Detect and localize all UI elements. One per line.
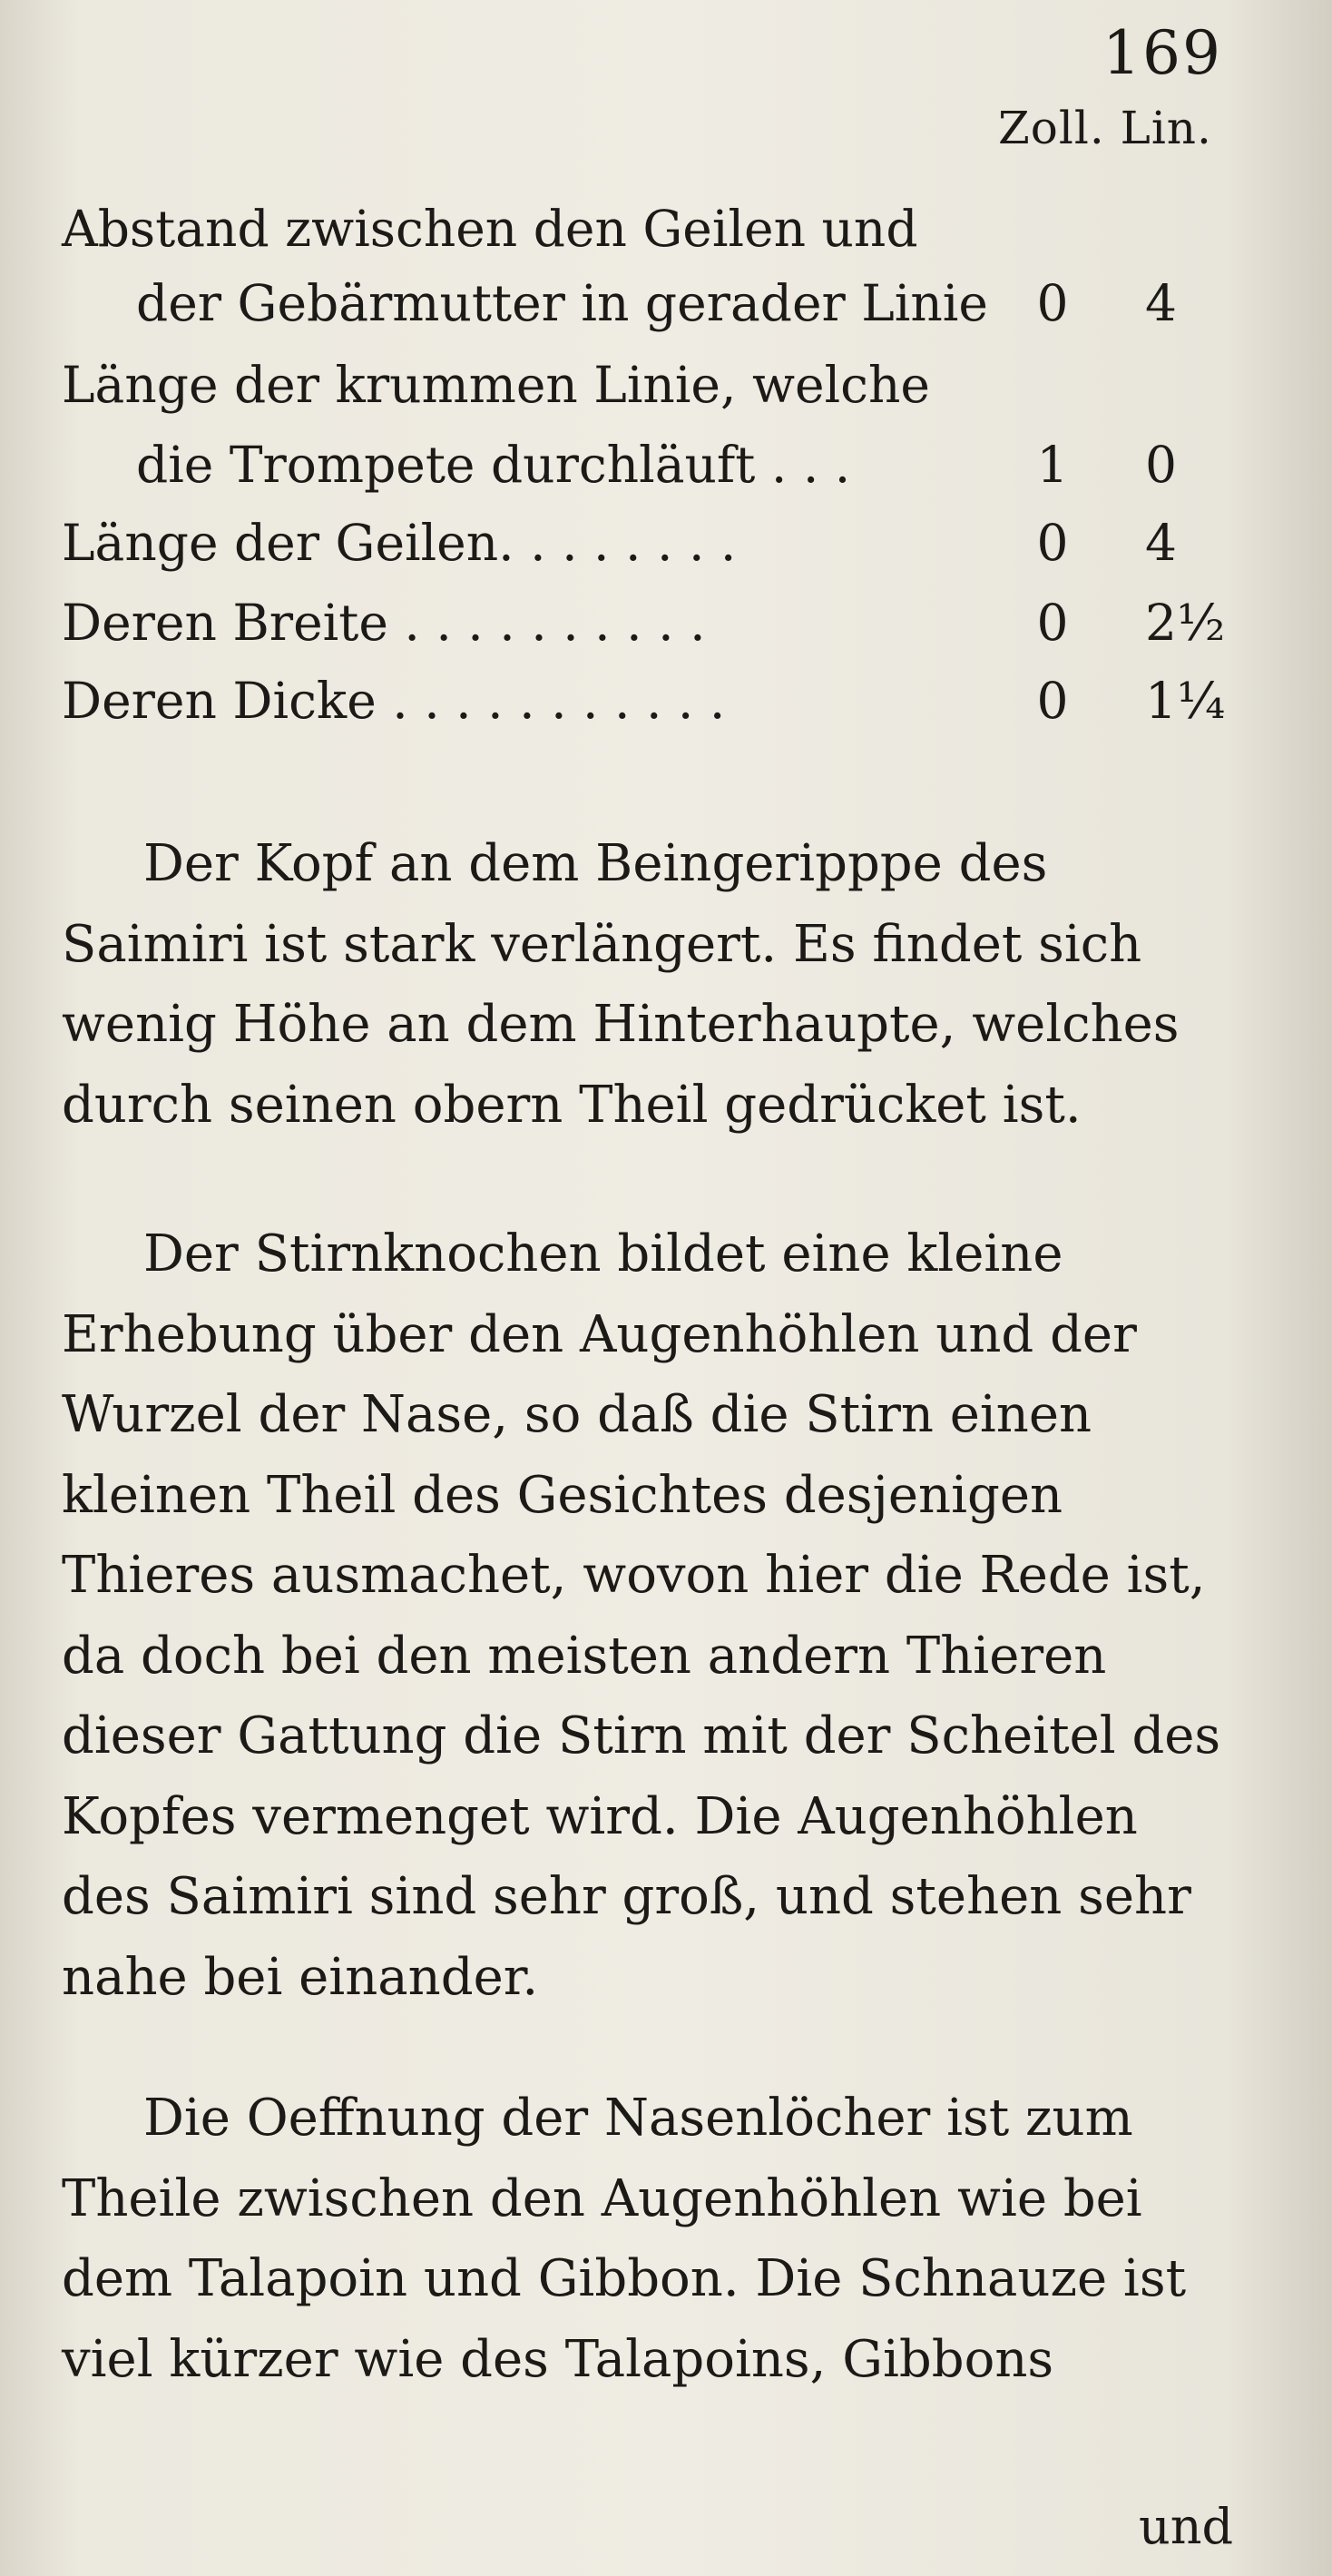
row-label: Länge der Geilen. . . . . . . .: [62, 514, 737, 572]
paragraph: [62, 824, 1241, 1145]
paragraph: [62, 1214, 1241, 2018]
table-row: [0, 436, 1332, 508]
row-label: Abstand zwischen den Geilen und: [62, 200, 918, 258]
zoll-value: 0: [1036, 594, 1069, 652]
paragraph-text: Der Kopf an dem Beingeripppe des Saimiri ist stark verlängert. Es findet sich wenig Höhe an dem Hinterhaupte, welches durch seinen obern Theil gedrücket ist.: [62, 834, 1180, 1135]
lin-value: 4: [1145, 274, 1177, 332]
catchword: und: [1139, 2498, 1234, 2555]
lin-value: 0: [1145, 436, 1177, 494]
table-row: [0, 672, 1332, 744]
zoll-value: 0: [1036, 514, 1069, 572]
zoll-value: 1: [1036, 436, 1069, 494]
row-label: Länge der krummen Linie, welche: [62, 356, 930, 414]
lin-value: 1¼: [1145, 672, 1226, 730]
zoll-value: 0: [1036, 274, 1069, 332]
row-label: Deren Breite . . . . . . . . . .: [62, 594, 706, 652]
page-number: 169: [1102, 18, 1222, 88]
table-row: [0, 514, 1332, 586]
row-label: die Trompete durchläuft . . .: [136, 436, 851, 494]
paragraph-text: Die Oeffnung der Nasenlöcher ist zum Theile zwischen den Augenhöhlen wie bei dem Talapoin und Gibbon. Die Schnauze ist viel kürzer wie des Talapoins, Gibbons: [62, 2089, 1187, 2389]
paragraph: [62, 2079, 1241, 2400]
table-row: [0, 356, 1332, 428]
row-label: Deren Dicke . . . . . . . . . . .: [62, 672, 726, 730]
table-row: [0, 274, 1332, 347]
lin-value: 4: [1145, 514, 1177, 572]
row-label: der Gebärmutter in gerader Linie: [136, 274, 988, 332]
lin-value: 2½: [1145, 594, 1226, 652]
table-row: [0, 200, 1332, 272]
zoll-value: 0: [1036, 672, 1069, 730]
units-header: Zoll. Lin.: [998, 102, 1212, 154]
paragraph-text: Der Stirnknochen bildet eine kleine Erhebung über den Augenhöhlen und der Wurzel der Nase, so daß die Stirn einen kleinen Theil des Gesichtes desjenigen Thieres ausmachet, wovon hier die Rede ist, da doch bei den meisten andern Thieren dieser Gattung die Stirn mit der Scheitel des Kopfes vermenget wird. Die Augenhöhlen des Saimiri sind sehr groß, und stehen sehr nahe bei einander.: [62, 1224, 1221, 2007]
table-row: [0, 594, 1332, 666]
